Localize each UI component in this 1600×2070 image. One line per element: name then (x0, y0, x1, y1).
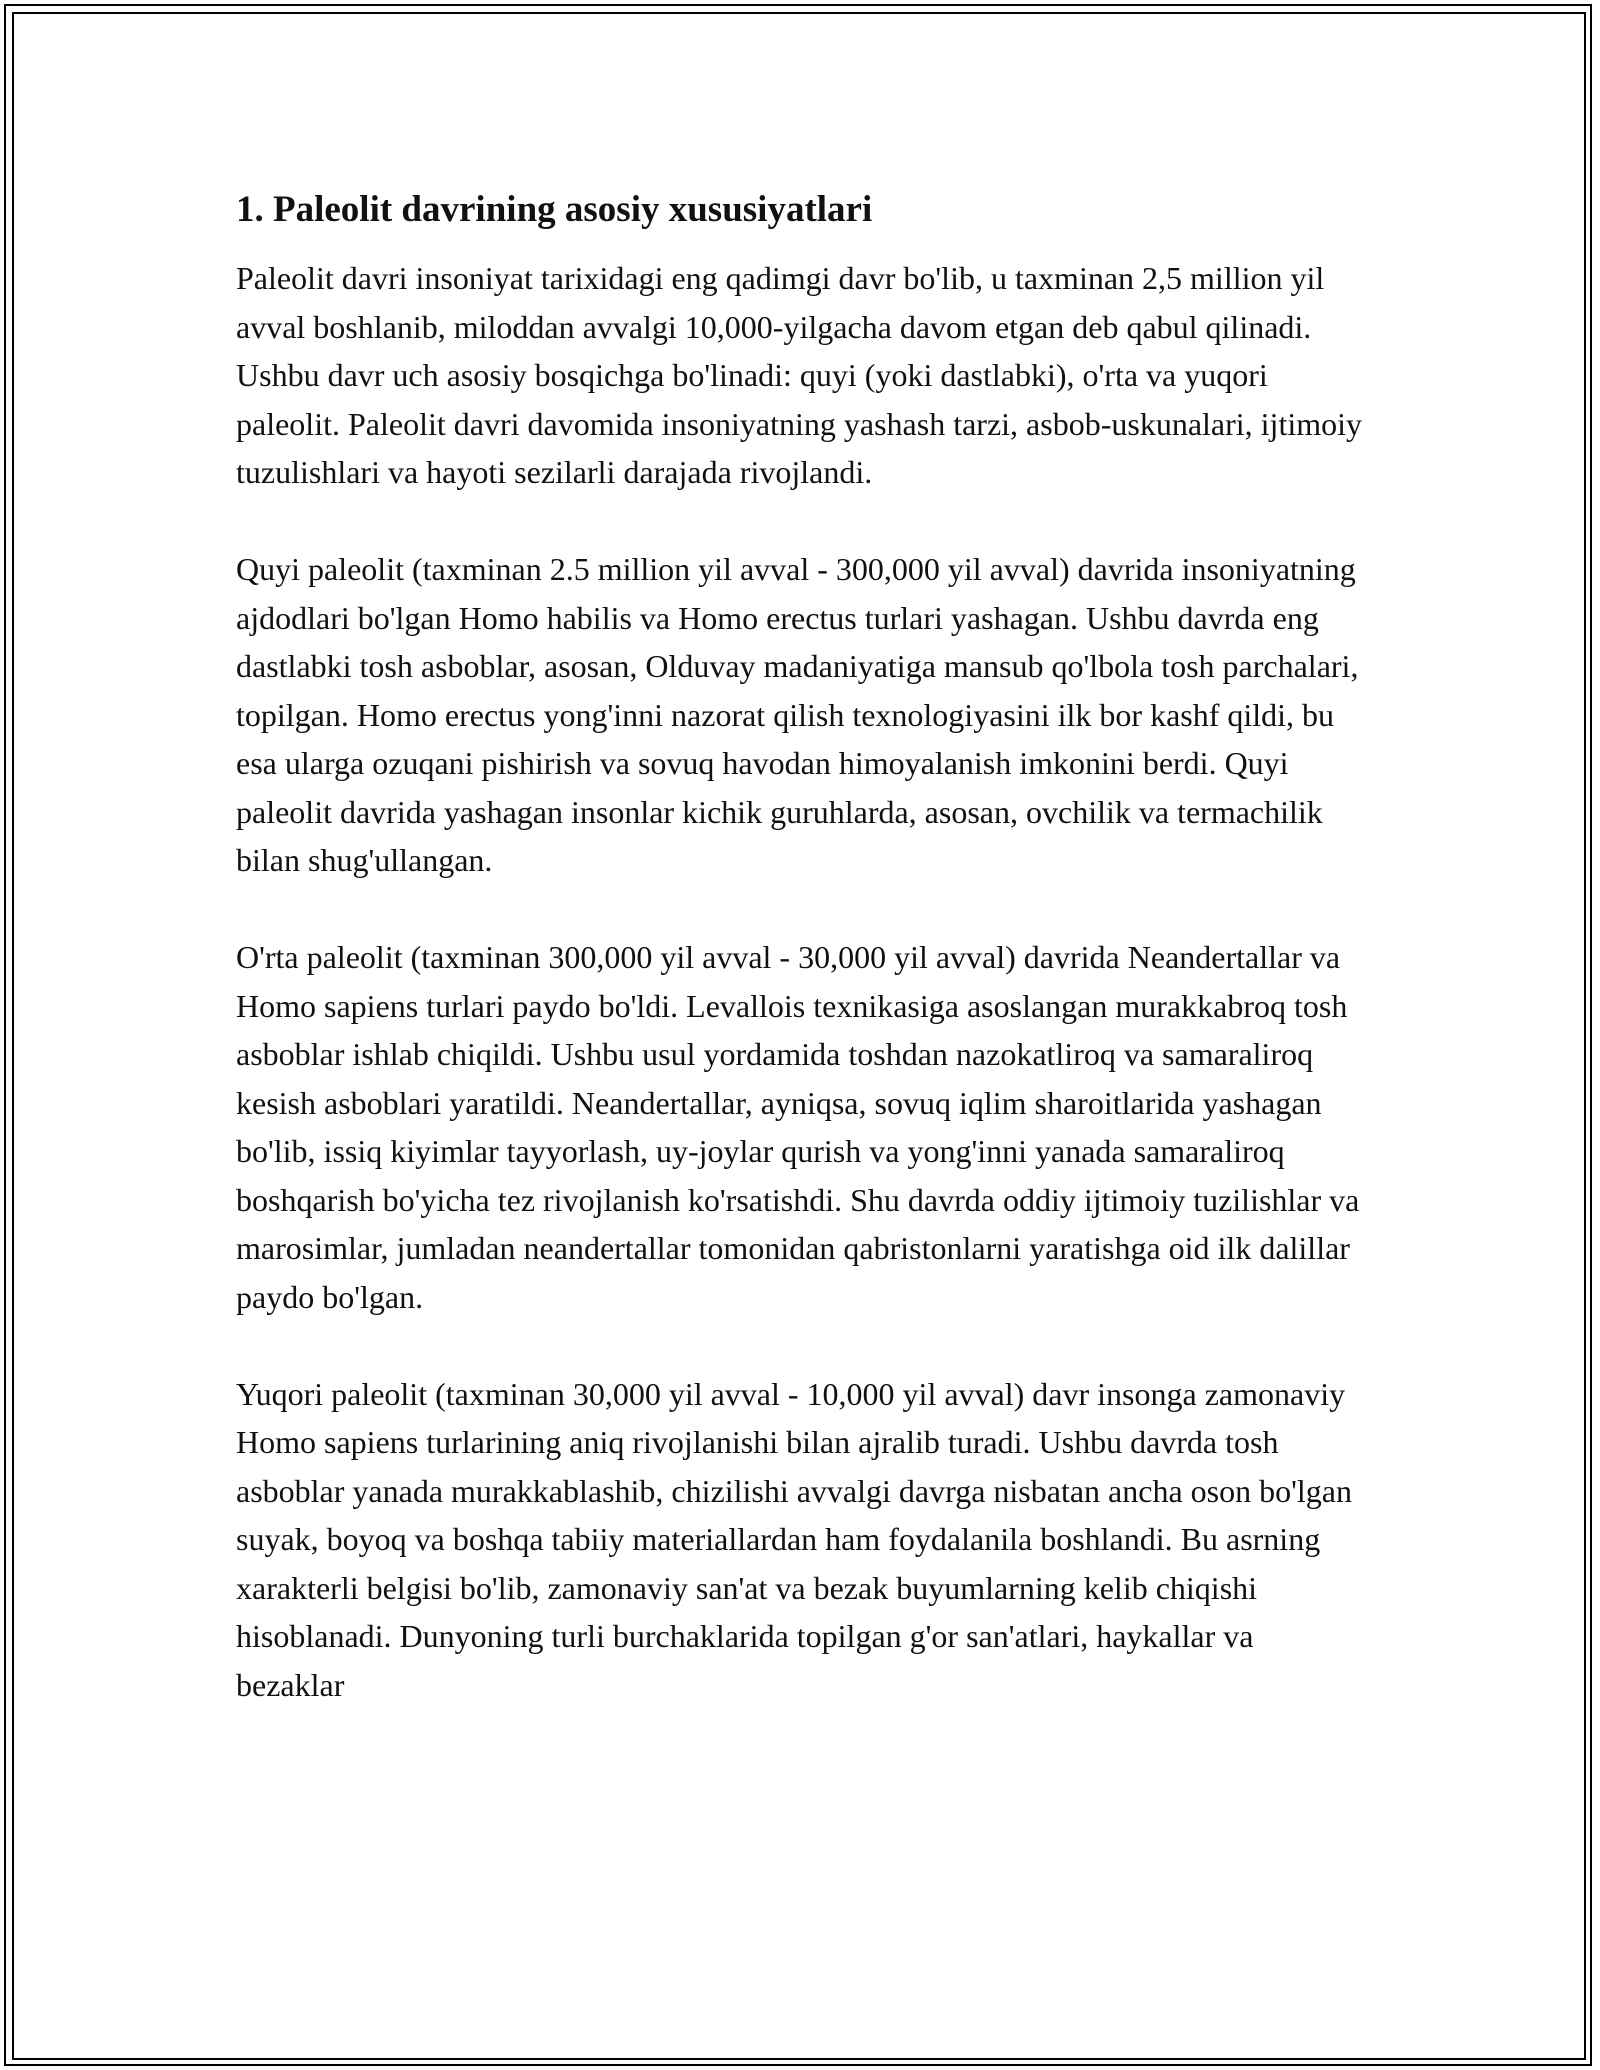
section-heading: 1. Paleolit davrining asosiy xususiyatlari (236, 189, 873, 230)
paragraph-intro: Paleolit davri insoniyat tarixidagi eng qadimgi davr bo'lib, u taxminan 2,5 million yil avval boshlanib, miloddan avvalgi 10,000-yilgacha davom etgan deb qabul qilinadi. Ushbu davr uch asosiy bosqichga bo'linadi: quyi (yoki dastlabki), o'rta va yuqori paleolit. Paleolit davri davomida insoniyatning yashash tarzi, asbob-uskunalari, ijtimoiy tuzulishlari va hayoti sezilarli darajada rivojlandi. (236, 260, 1362, 490)
paragraph-upper-paleolithic: Yuqori paleolit (taxminan 30,000 yil avval - 10,000 yil avval) davr insonga zamonaviy Homo sapiens turlarining aniq rivojlanishi bilan ajralib turadi. Ushbu davrda tosh asboblar yanada murakkablashib, chizilishi avvalgi davrga nisbatan ancha oson bo'lgan suyak, boyoq va boshqa tabiiy materiallardan ham foydalanila boshlandi. Bu asrning xarakterli belgisi bo'lib, zamonaviy san'at va bezak buyumlarning kelib chiqishi hisoblanadi. Dunyoning turli burchaklarida topilgan g'or san'atlari, haykallar va bezaklar (236, 1375, 1352, 1703)
paragraph-middle-paleolithic: O'rta paleolit (taxminan 300,000 yil avval - 30,000 yil avval) davrida Neandertallar va Homo sapiens turlari paydo bo'ldi. Levallois texnikasiga asoslangan murakkabroq tosh asboblar ishlab chiqildi. Ushbu usul yordamida toshdan nazokatliroq va samaraliroq kesish asboblari yaratildi. Neandertallar, ayniqsa, sovuq iqlim sharoitlarida yashagan bo'lib, issiq kiyimlar tayyorlash, uy-joylar qurish va yong'inni yanada samaraliroq boshqarish bo'yicha tez rivojlanish ko'rsatishdi. Shu davrda oddiy ijtimoiy tuzilishlar va marosimlar, jumladan neandertallar tomonidan qabristonlarni yaratishga oid ilk dalillar paydo bo'lgan. (236, 939, 1360, 1315)
paragraph-lower-paleolithic: Quyi paleolit (taxminan 2.5 million yil avval - 300,000 yil avval) davrida insoniyatning ajdodlari bo'lgan Homo habilis va Homo erectus turlari yashagan. Ushbu davrda eng dastlabki tosh asboblar, asosan, Olduvay madaniyatiga mansub qo'lbola tosh parchalari, topilgan. Homo erectus yong'inni nazorat qilish texnologiyasini ilk bor kashf qildi, bu esa ularga ozuqani pishirish va sovuq havodan himoyalanish imkonini berdi. Quyi paleolit davrida yashagan insonlar kichik guruhlarda, asosan, ovchilik va termachilik bilan shug'ullangan. (236, 551, 1359, 878)
document-body (236, 186, 1366, 1709)
